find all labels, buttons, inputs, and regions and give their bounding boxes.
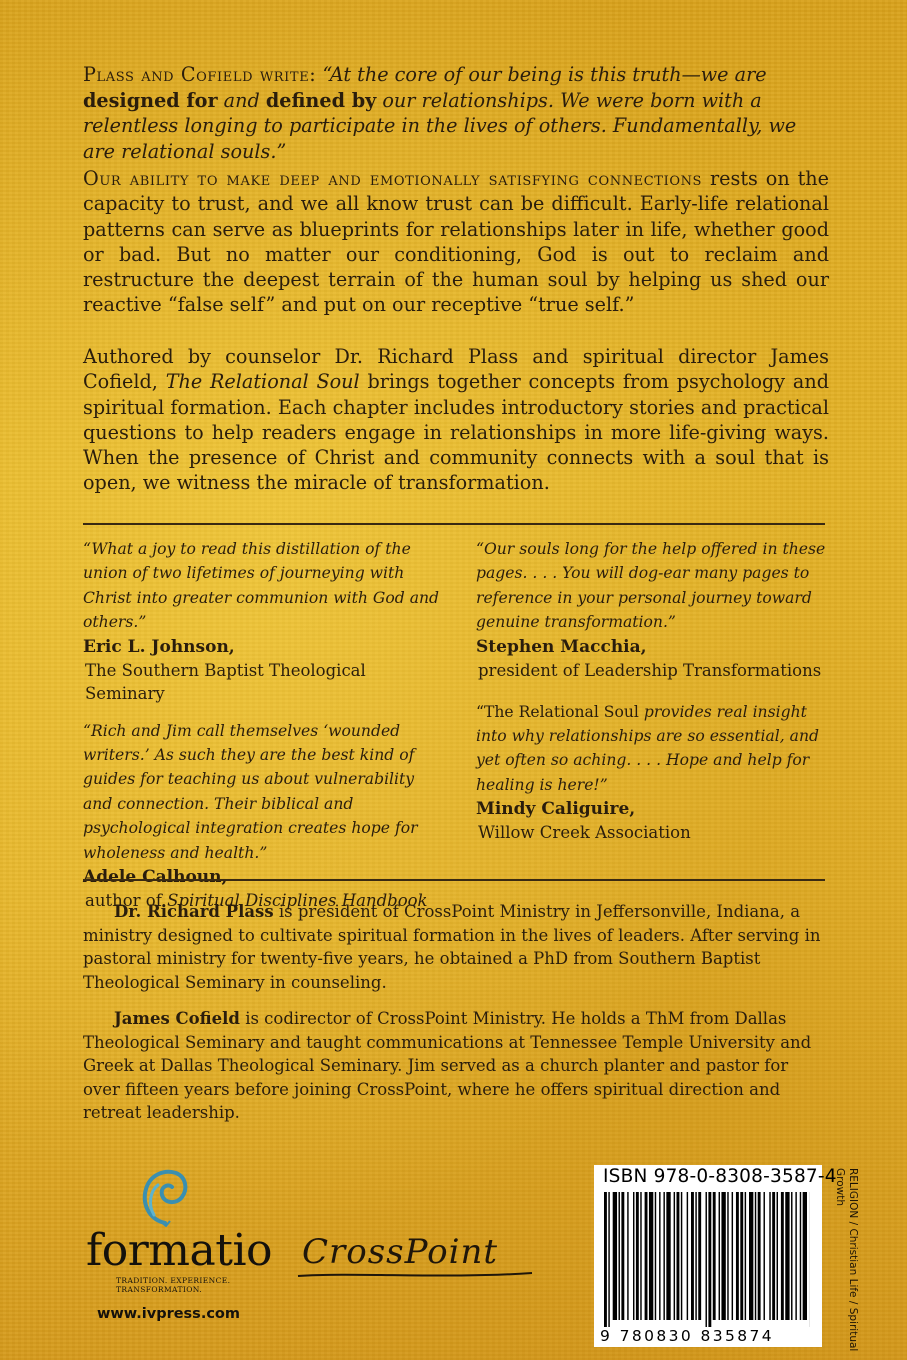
intro-quote-3: and: [223, 88, 260, 112]
endorser-affiliation: president of Leadership Transformations: [478, 660, 822, 680]
endorsement-quote: [476, 700, 836, 798]
endorser-affiliation: The Southern Baptist Theological Seminary: [85, 660, 366, 703]
intro-quote-2: designed for: [83, 88, 218, 112]
barcode-bar: [795, 1192, 796, 1320]
author-bio-cofield: [83, 1007, 825, 1125]
intro-quote-4: defined by: [265, 88, 377, 112]
book-title: The Relational Soul: [165, 370, 360, 394]
barcode-bar: [619, 1192, 620, 1320]
barcode: [604, 1192, 810, 1327]
author-name: Dr. Richard Plass: [114, 902, 274, 921]
barcode-bar: [695, 1192, 696, 1320]
barcode-bar: [621, 1192, 624, 1320]
crosspoint-logo: CrossPoint: [302, 1232, 499, 1272]
barcode-bar: [740, 1192, 743, 1320]
barcode-bar: [719, 1192, 720, 1320]
formatio-tagline: TRADITION. EXPERIENCE. TRANSFORMATION.: [116, 1276, 231, 1294]
endorsement-quote: “Rich and Jim call themselves ‘wounded writers.’ As such they are the best kind of guides for teaching us about vulnerability and connection. Their biblical and psychological integration creates hope for wholeness and health.”: [83, 721, 418, 862]
barcode-bar: [791, 1192, 792, 1320]
endorser-name: Adele Calhoun,: [83, 867, 228, 888]
barcode-bar: [613, 1192, 617, 1320]
barcode-bar: [749, 1192, 753, 1320]
affiliation-prefix: author of: [85, 891, 162, 911]
description-text-2a: Authored by counselor Dr. Richard Plass and spiritual director James Cofield,: [83, 345, 829, 394]
crosspoint-underline: [296, 1270, 534, 1280]
barcode-bar: [674, 1192, 675, 1320]
description-text-1: rests on the capacity to trust, and we all know trust can be difficult. Early-life relational patterns can serve as blueprints for relationships later in life, whether good or bad. But no matter our conditioning, God is out to reclaim and restructure the deepest terrain of the human soul by helping us shed our reactive “false self” and put on our receptive “true self.”: [83, 167, 829, 317]
barcode-bar: [713, 1192, 716, 1320]
author-bio-text: is president of CrossPoint Ministry in Jeffersonville, Indiana, a ministry designed to cultivate spiritual formation in the lives of leaders. After serving in pastoral ministry for twenty-five years, he obtained a PhD from Southern Baptist Theological Seminary in counseling.: [83, 902, 821, 992]
barcode-bar: [706, 1192, 707, 1327]
barcode-bar: [772, 1192, 775, 1320]
barcode-bar: [708, 1192, 711, 1327]
barcode-bar: [681, 1192, 682, 1320]
author-name: James Cofield: [114, 1009, 240, 1028]
barcode-bar: [608, 1192, 609, 1327]
publisher-website: www.ivpress.com: [97, 1306, 240, 1322]
barcode-bar: [663, 1192, 664, 1320]
barcode-bar: [803, 1192, 807, 1320]
quote-book-title: “The Relational Soul: [476, 702, 639, 721]
intro-lead: Plass and Cofield write:: [83, 63, 317, 86]
barcode-bar: [649, 1192, 653, 1320]
barcode-bar: [636, 1192, 639, 1320]
formatio-logo: formatio: [86, 1225, 273, 1276]
barcode-number: 9 780830 835874: [600, 1327, 775, 1345]
description-text-2b: brings together concepts from psychology and spiritual formation. Each chapter includes introductory stories and practical questions to help readers engage in relationships in more life-giving ways. When the presence of Christ and community connects with a soul that is open, we witness the miracle of transformation.: [83, 370, 829, 495]
barcode-bar: [727, 1192, 728, 1320]
isbn-label: ISBN 978-0-8308-3587-4: [603, 1166, 837, 1187]
author-bio-text: is codirector of CrossPoint Ministry. He holds a ThM from Dallas Theological Seminary and taught communications at Tennessee Temple University and Greek at Dallas Theological Seminary. Jim served as a church planter and pastor for over fifteen years before joining CrossPoint, where he offers spiritual direction and retreat leadership.: [83, 1009, 812, 1122]
barcode-bar: [640, 1192, 641, 1320]
endorser-affiliation: Willow Creek Association: [478, 823, 691, 843]
barcode-bar: [655, 1192, 656, 1320]
barcode-bar: [785, 1192, 789, 1320]
barcode-bar: [769, 1192, 770, 1320]
barcode-bar: [800, 1192, 801, 1320]
barcode-bar: [659, 1192, 660, 1320]
barcode-bar: [781, 1192, 784, 1320]
endorser-name: Mindy Caliguire,: [476, 799, 636, 820]
endorsement-quote: “What a joy to read this distillation of the union of two lifetimes of journeying with Christ into greater communion with God and others.”: [83, 540, 440, 632]
intro-paragraph: [83, 62, 829, 164]
description-paragraph-2: [83, 344, 829, 496]
barcode-bar: [721, 1192, 725, 1320]
barcode-bar: [764, 1192, 765, 1320]
endorsement-quote: “Our souls long for the help offered in these pages. . . . You will dog-ear many pages to reference in your personal journey toward genuine transformation.”: [476, 540, 826, 632]
barcode-bar: [755, 1192, 756, 1320]
divider-bottom: [83, 879, 825, 881]
barcode-bar: [633, 1192, 634, 1320]
barcode-bar: [604, 1192, 607, 1327]
barcode-bar: [745, 1192, 746, 1320]
barcode-bar: [627, 1192, 628, 1320]
description-lead: Our ability to make deep and emotionally satisfying connections: [83, 167, 703, 190]
formatio-shell-icon: [138, 1165, 192, 1227]
book-category: RELIGION / Christian Life / Spiritual Growth: [834, 1168, 859, 1352]
barcode-bar: [698, 1192, 701, 1320]
barcode-bar: [736, 1192, 739, 1320]
endorser-name: Eric L. Johnson,: [83, 636, 235, 657]
author-bio-plass: [83, 900, 825, 994]
description-paragraph-1: [83, 166, 829, 318]
barcode-bar: [758, 1192, 761, 1320]
barcode-bar: [777, 1192, 778, 1320]
intro-quote-5: our relationships. We were born with a relentless longing to participate in the lives of others. Fundamentally, we are relational souls.”: [83, 88, 797, 163]
quote-text: provides real insight into why relationships are so essential, and yet often so aching. . . . Hope and help for healing is here!”: [476, 702, 819, 794]
affiliation-book-title: Spiritual Disciplines Handbook: [167, 891, 428, 911]
endorsements-right-column: [476, 537, 836, 844]
barcode-bar: [677, 1192, 680, 1320]
intro-quote-1: “At the core of our being is this truth—we are: [322, 63, 767, 86]
barcode-bar: [687, 1192, 688, 1320]
endorsements-left-column: [83, 537, 443, 912]
divider-top: [83, 523, 825, 525]
barcode-bar: [732, 1192, 733, 1320]
barcode-bar: [645, 1192, 648, 1320]
barcode-bar: [691, 1192, 694, 1320]
barcode-bar: [666, 1192, 670, 1320]
endorser-name: Stephen Macchia,: [476, 636, 647, 657]
